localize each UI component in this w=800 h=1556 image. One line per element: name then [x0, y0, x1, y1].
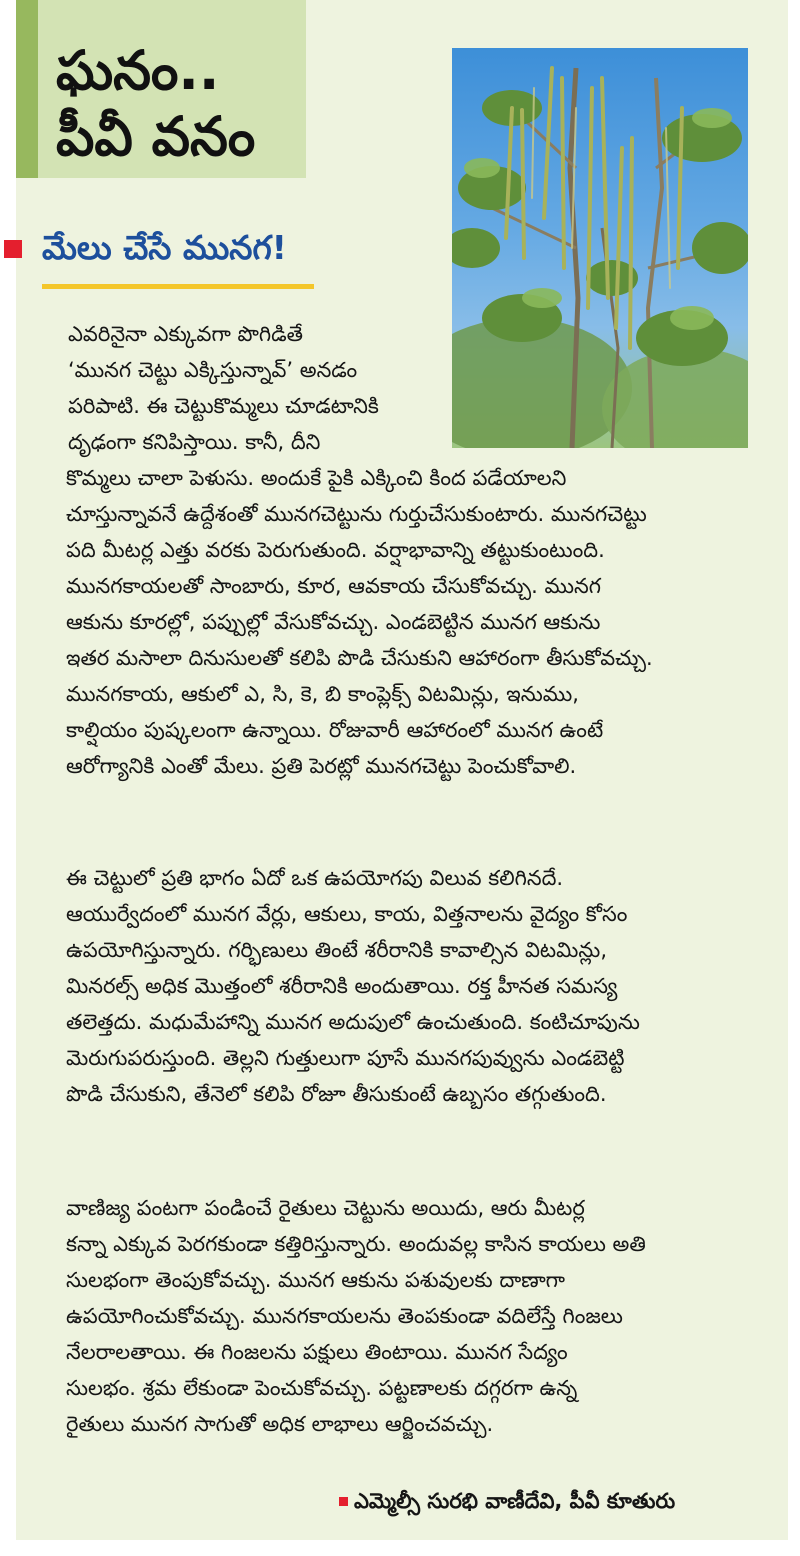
byline-marker	[339, 1497, 348, 1506]
subheading: మేలు చేసే మునగ!	[42, 228, 287, 267]
paragraph-2: ఈ చెట్టులో ప్రతి భాగం ఏదో ఒక ఉపయోగపు విలువ కలిగినదే. ఆయుర్వేదంలో మునగ వేర్లు, ఆకులు, కాయ, విత్తనాలను వైద్యం కోసం ఉపయోగిస్తున్నారు. గర్భిణులు తింటే శరీరానికి కావాల్సిన విటమిన్లు, మినరల్స్ అధిక మొత్తంలో శరీరానికి అందుతాయి. రక్త హీనత సమస్య తలెత్తదు. మధుమేహాన్ని మునగ అదుపులో ఉంచుతుంది. కంటిచూపును మెరుగుపరుస్తుంది. తెల్లని గుత్తులుగా పూసే మునగపువ్వును ఎండబెట్టి పొడి చేసుకుని, తేనెలో కలిపి రోజూ తీసుకుంటే ఉబ్బసం తగ్గుతుంది.	[66, 866, 640, 1106]
subheading-rule	[42, 284, 314, 289]
title-line-1: ఘనం..	[56, 39, 220, 102]
intro-paragraph: ఎవరినైనా ఎక్కువగా పొగిడితే ‘మునగ చెట్టు ఎక్కిస్తున్నావ్’ అనడం పరిపాటి. ఈ చెట్టుకొమ్మలు చూడటానికి దృఢంగా కనిపిస్తాయి. కానీ, దీని	[68, 322, 379, 454]
paragraph-1: కొమ్మలు చాలా పెళుసు. అందుకే పైకి ఎక్కించి కింద పడేయాలని చూస్తున్నావనే ఉద్దేశంతో మునగచెట్టును గుర్తుచేసుకుంటారు. మునగచెట్టు పది మీటర్ల ఎత్తు వరకు పెరుగుతుంది. వర్షాభావాన్ని తట్టుకుంటుంది. మునగకాయలతో సాంబారు, కూర, ఆవకాయ చేసుకోవచ్చు. మునగ ఆకును కూరల్లో, పప్పుల్లో వేసుకోవచ్చు. ఎండబెట్టిన మునగ ఆకును ఇతర మసాలా దినుసులతో కలిపి పొడి చేసుకుని ఆహారంగా తీసుకోవచ్చు. మునగకాయ, ఆకులో ఎ, సి, కె, బి కాంప్లెక్స్ విటమిన్లు, ఇనుము, కాల్షియం పుష్కలంగా ఉన్నాయి. రోజువారీ ఆహారంలో మునగ ఉంటే ఆరోగ్యానికి ఎంతో మేలు. ప్రతి పెరట్లో మునగచెట్టు పెంచుకోవాలి.	[66, 466, 653, 778]
moringa-tree-photo	[452, 48, 748, 448]
paragraph-3: వాణిజ్య పంటగా పండించే రైతులు చెట్టును అయిదు, ఆరు మీటర్ల కన్నా ఎక్కువ పెరగకుండా కత్తిరిస్తున్నారు. అందువల్ల కాసిన కాయలు అతి సులభంగా తెంపుకోవచ్చు. మునగ ఆకును పశువులకు దాణాగా ఉపయోగించుకోవచ్చు. మునగకాయలను తెంపకుండా వదిలేస్తే గింజలు నేలరాలతాయి. ఈ గింజలను పక్షులు తింటాయి. మునగ సేద్యం సులభం. శ్రమ లేకుండా పెంచుకోవచ్చు. పట్టణాలకు దగ్గరగా ఉన్న రైతులు మునగ సాగుతో అధిక లాభాలు ఆర్జించవచ్చు.	[66, 1196, 646, 1436]
page-title	[56, 38, 255, 170]
byline: ఎమ్మెల్సీ సురభి వాణీదేవి, పీవీ కూతురు	[354, 1489, 676, 1513]
title-line-2: పీవీ వనం	[56, 105, 256, 168]
subheading-marker	[4, 240, 22, 258]
